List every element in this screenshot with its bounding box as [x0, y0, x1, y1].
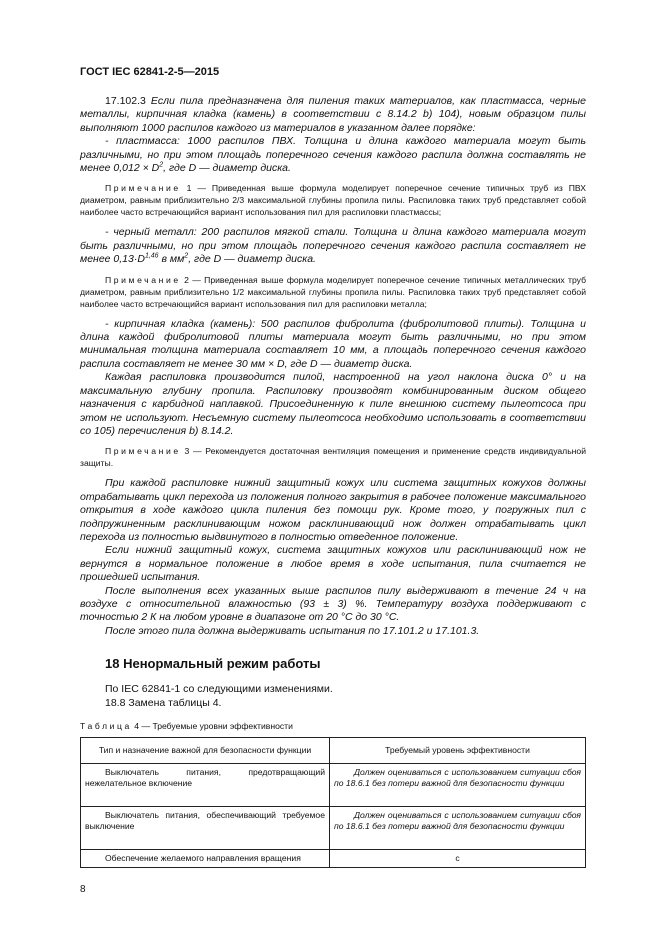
note-label: Примечание — [105, 274, 181, 285]
clause-number: 17.102.3 — [105, 95, 146, 107]
section-intro: По IEC 62841-1 со следующими изменениями. — [105, 683, 333, 696]
note-1 — [80, 182, 586, 218]
item-text-mid: в мм — [158, 253, 185, 266]
table-cell: Выключатель питания, предотвращающий нежелательное включение — [81, 764, 330, 807]
table-cell: Обеспечение желаемого направления вращения — [81, 850, 330, 868]
table-cell: Выключатель питания, обеспечивающий требуемое выключение — [81, 807, 330, 850]
table-header: Требуемый уровень эффективности — [330, 738, 586, 764]
item-text: - пластмасса: 1000 распилов ПВХ. Толщина и длина каждого материала могут быть различными, но при этом площадь поперечного сечения каждого распила должна составлять не менее 0,012 × D — [80, 135, 586, 175]
body-text — [80, 95, 586, 638]
item-text-end: , где D — диаметр диска. — [163, 162, 291, 175]
paragraph-after: После этого пила должна выдерживать испытания по 17.101.2 и 17.101.3. — [105, 624, 480, 637]
note-label: Примечание — [105, 183, 181, 194]
table-row — [81, 807, 586, 850]
table-row — [81, 764, 586, 807]
paragraph-guard-fail: Если нижний защитный кожух, система защитных кожухов или расклинивающий нож не вернутся в нормальное положение в любое время в ходе испытания, пила считается не прошедшей испытания. — [80, 544, 586, 584]
clause-text: Если пила предназначена для пиления таких материалов, как пластмасса, черные металлы, кирпичная кладка (камень) в соответствии с 8.14.2 b) 104), новым образцом пилы выполняют 1000 распилов каждого из материалов в указанном далее порядке: — [80, 95, 586, 134]
table-cell: c — [330, 850, 586, 868]
superscript: 2 — [184, 252, 189, 260]
paragraph-humidity: После выполнения всех указанных выше распилов пилу выдерживают в течение 24 ч на воздухе с относительной влажностью (93 ± 3) %. Температуру воздуха поддерживают с точностью 2 К на любом уровне в диапазоне от 20 °С до 30 °С. — [80, 584, 586, 624]
item-masonry: - кирпичная кладка (камень): 500 распилов фибролита (фибролитовой плиты). Толщина и длина каждой фибролитовой плиты материала могут быть различными, но при этом минимальная толщина материала составляет 10 мм, а площадь поперечного сечения каждого распила составляет не менее 30 мм × D, где D — диаметр диска. — [80, 317, 586, 370]
note-text: 2 — Приведенная выше формула моделирует поперечное сечение типичных металлических труб диаметром, равным приблизительно 1/2 максимальной глубины пропила пилы. Распиловка таких труб представляет собой наиболее часто встречающийся вариант использования пил для распиловки металла; — [80, 274, 586, 309]
table-caption — [80, 721, 586, 731]
superscript: 1,46 — [144, 252, 159, 260]
section-heading: 18 Ненормальный режим работы — [105, 656, 321, 672]
table-header: Тип и назначение важной для безопасности функции — [81, 738, 330, 764]
note-text: 3 — Рекомендуется достаточная вентиляция помещения и применение средств индивидуальной защиты. — [80, 446, 586, 469]
superscript: 2 — [159, 161, 164, 169]
item-text-end: , где D — диаметр диска. — [188, 253, 316, 266]
item-metal — [80, 226, 586, 266]
paragraph-guard: При каждой распиловке нижний защитный кожух или система защитных кожухов должны отрабатывать цикл перехода из положения полного закрытия в рабочее положение максимального открытия в ходе каждого цикла пиления без помощи рук. Кроме того, у погружных пил с подпружиненным расклинивающим ножом расклинивающий нож должен отрабатывать цикл перехода из полностью выдвинутого в полностью отведенное положение. — [80, 477, 586, 543]
section-subclause: 18.8 Замена таблицы 4. — [105, 696, 222, 709]
paragraph-17-102-3 — [80, 95, 586, 135]
caption-text: 4 — Требуемые уровни эффективности — [131, 721, 293, 731]
item-plastic — [80, 135, 586, 175]
performance-levels-table — [80, 737, 586, 868]
caption-label: Таблица — [80, 721, 132, 731]
note-label: Примечание — [105, 446, 181, 457]
item-text: - черный металл: 200 распилов мягкой стали. Толщина и длина каждого материала могут быть различными, но при этом площадь поперечного сечения каждого распила составляет не менее 0,13·D — [80, 226, 586, 266]
table-header-row — [81, 738, 586, 764]
paragraph-sawing: Каждая распиловка производится пилой, настроенной на угол наклона диска 0° и на максимальную глубину пропила. Распиловку производят комбинированным диском общего назначения с карбидной наплавкой. Присоединенную к пиле внешнюю систему пылеотсоса при этом не используют. Несъемную систему пылеотсоса необходимо использовать в соответствии со 105) перечисления b) 8.14.2. — [80, 371, 586, 437]
note-3 — [80, 445, 586, 469]
note-text: 1 — Приведенная выше формула моделирует поперечное сечение типичных труб из ПВХ диаметром, равным приблизительно 2/3 максимальной глубины пропила пилы. Распиловка таких труб представляет собой наиболее часто встречающийся вариант использования пил для распиловки пластмассы; — [80, 183, 586, 218]
table-cell: Должен оцениваться с использованием ситуации сбоя по 18.6.1 без потери важной для безопасности функции — [330, 764, 586, 807]
table-row — [81, 850, 586, 868]
document-header: ГОСТ IEC 62841-2-5—2015 — [80, 66, 220, 78]
table-cell: Должен оцениваться с использованием ситуации сбоя по 18.6.1 без потери важной для безопасности функции — [330, 807, 586, 850]
page-number: 8 — [80, 884, 86, 895]
note-2 — [80, 274, 586, 310]
